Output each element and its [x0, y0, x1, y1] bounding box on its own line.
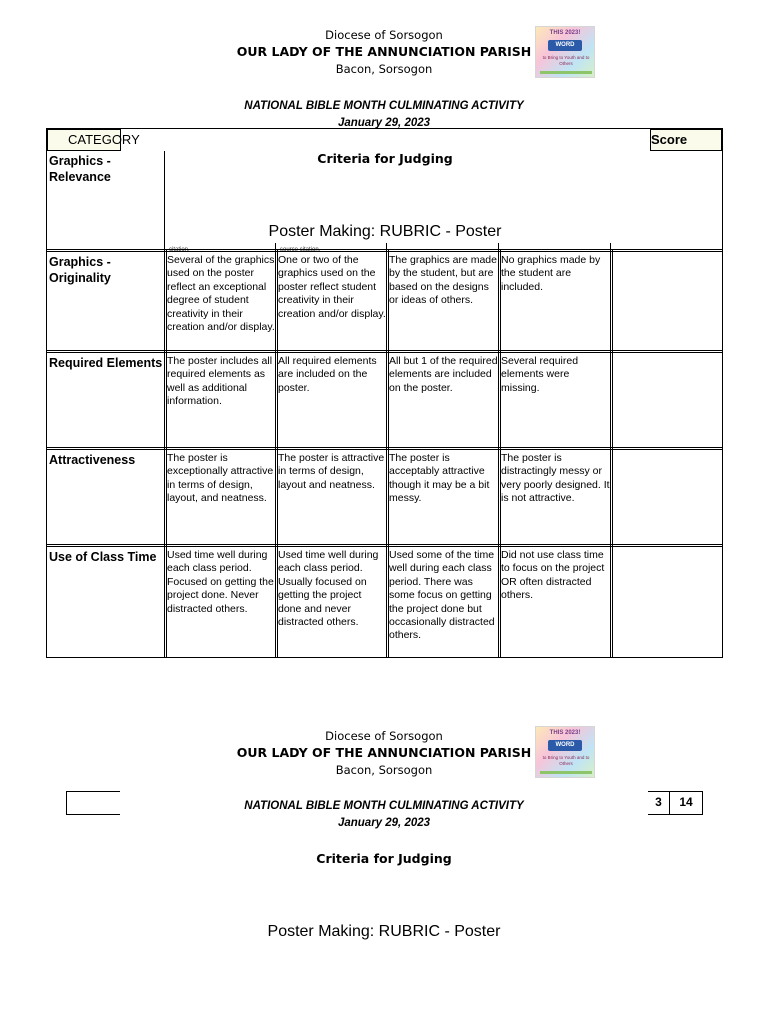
- column-divider: [275, 249, 276, 657]
- row-category: Graphics - Originality: [49, 255, 111, 285]
- row-cell: Several of the graphics used on the poster reflect an exceptional degree of student creativity in their creation and/or display.: [167, 254, 275, 334]
- column-divider: [164, 151, 165, 657]
- parish-name: OUR LADY OF THE ANNUNCIATION PARISH: [236, 44, 532, 59]
- column-divider: [610, 243, 611, 251]
- column-divider: [386, 249, 387, 657]
- column-divider: [277, 249, 278, 657]
- row-cell: One or two of the graphics used on the poster reflect student creativity in their creation and/or display.: [278, 254, 386, 320]
- score-column-header: Score: [650, 129, 722, 151]
- logo-lower-text: to Bring to Youth and to Others: [542, 755, 590, 766]
- page1-header: [0, 27, 768, 77]
- page2-score-box-a: 3: [648, 791, 670, 815]
- activity-date: January 29, 2023: [337, 117, 431, 129]
- row-cell: The poster is exceptionally attractive in terms of design, layout, and neatness.: [167, 452, 274, 505]
- column-divider: [386, 243, 387, 251]
- cut-text: source citation.: [280, 247, 321, 253]
- row-cell: All but 1 of the required elements are included on the poster.: [389, 355, 498, 394]
- parish-name: OUR LADY OF THE ANNUNCIATION PARISH: [236, 745, 532, 760]
- rubric-table: [46, 128, 723, 658]
- category-column-header: CATEGORY: [47, 129, 121, 151]
- activity-date: January 29, 2023: [337, 817, 431, 829]
- logo-lower-text: to Bring to Youth and to Others: [542, 55, 590, 66]
- activity-title: NATIONAL BIBLE MONTH CULMINATING ACTIVITY: [244, 800, 524, 812]
- logo-word-text: WORD: [548, 40, 582, 51]
- row-cell: The poster is acceptably attractive though it may be a bit messy.: [389, 452, 490, 505]
- table-row: [47, 350, 722, 447]
- table-row: [47, 447, 722, 544]
- column-divider: [498, 249, 499, 657]
- criteria-heading: Criteria for Judging: [317, 151, 453, 166]
- diocese-name: Diocese of Sorsogon: [325, 28, 443, 42]
- logo-strip: [540, 71, 592, 74]
- row-cell: The poster includes all required elements as well as additional information.: [167, 355, 273, 408]
- row-cell: Did not use class time to focus on the project OR often distracted others.: [501, 549, 605, 602]
- row-category: Required Elements: [49, 356, 163, 370]
- row-cell: Several required elements were missing.: [501, 355, 579, 394]
- logo-strip: [540, 771, 592, 774]
- row-cell: No graphics made by the student are included.: [501, 254, 601, 293]
- row-cell: All required elements are included on the poster.: [278, 355, 377, 394]
- logo-top-text: THIS 2023!: [549, 30, 581, 36]
- row-cell: The poster is distractingly messy or very poorly designed. It is not attractive.: [501, 452, 610, 505]
- poster-title: Poster Making: RUBRIC - Poster: [267, 923, 501, 940]
- row-cell: The poster is attractive in terms of design, layout and neatness.: [278, 452, 385, 491]
- row-cell: Used time well during each class period. Focused on getting the project done. Never distracted others.: [167, 549, 274, 615]
- row-category: Attractiveness: [49, 453, 136, 467]
- activity-block: [0, 98, 768, 132]
- column-divider: [166, 249, 167, 657]
- poster-title: Poster Making: RUBRIC - Poster: [268, 223, 502, 240]
- column-divider: [388, 249, 389, 657]
- row-category: Graphics - Relevance: [49, 154, 111, 184]
- bible-month-logo-icon: [535, 26, 595, 78]
- row-category: Use of Class Time: [49, 550, 157, 564]
- logo-word-text: WORD: [548, 740, 582, 751]
- column-divider: [500, 249, 501, 657]
- activity-block: [0, 798, 768, 832]
- bible-month-logo-icon: [535, 726, 595, 778]
- table-row: [47, 544, 722, 657]
- page2-score-box-b: 14: [669, 791, 703, 815]
- page2-header: [0, 728, 768, 778]
- cut-text: citation.: [169, 247, 190, 253]
- row-cell: Used time well during each class period. Usually focused on getting the project done and never distracted others.: [278, 549, 379, 629]
- table-row: [47, 249, 722, 350]
- row-cell: The graphics are made by the student, but are based on the designs or ideas of others.: [389, 254, 497, 307]
- column-divider: [164, 243, 165, 251]
- town-name: Bacon, Sorsogon: [335, 62, 433, 76]
- row-cell: Used some of the time well during each class period. There was some focus on getting the project done but occasionally distracted others.: [389, 549, 495, 642]
- column-divider: [612, 249, 613, 657]
- town-name: Bacon, Sorsogon: [335, 763, 433, 777]
- diocese-name: Diocese of Sorsogon: [325, 729, 443, 743]
- logo-top-text: THIS 2023!: [549, 730, 581, 736]
- criteria-heading: Criteria for Judging: [316, 851, 452, 866]
- activity-title: NATIONAL BIBLE MONTH CULMINATING ACTIVITY: [244, 100, 524, 112]
- column-divider: [498, 243, 499, 251]
- column-divider: [275, 243, 276, 251]
- column-divider: [610, 249, 611, 657]
